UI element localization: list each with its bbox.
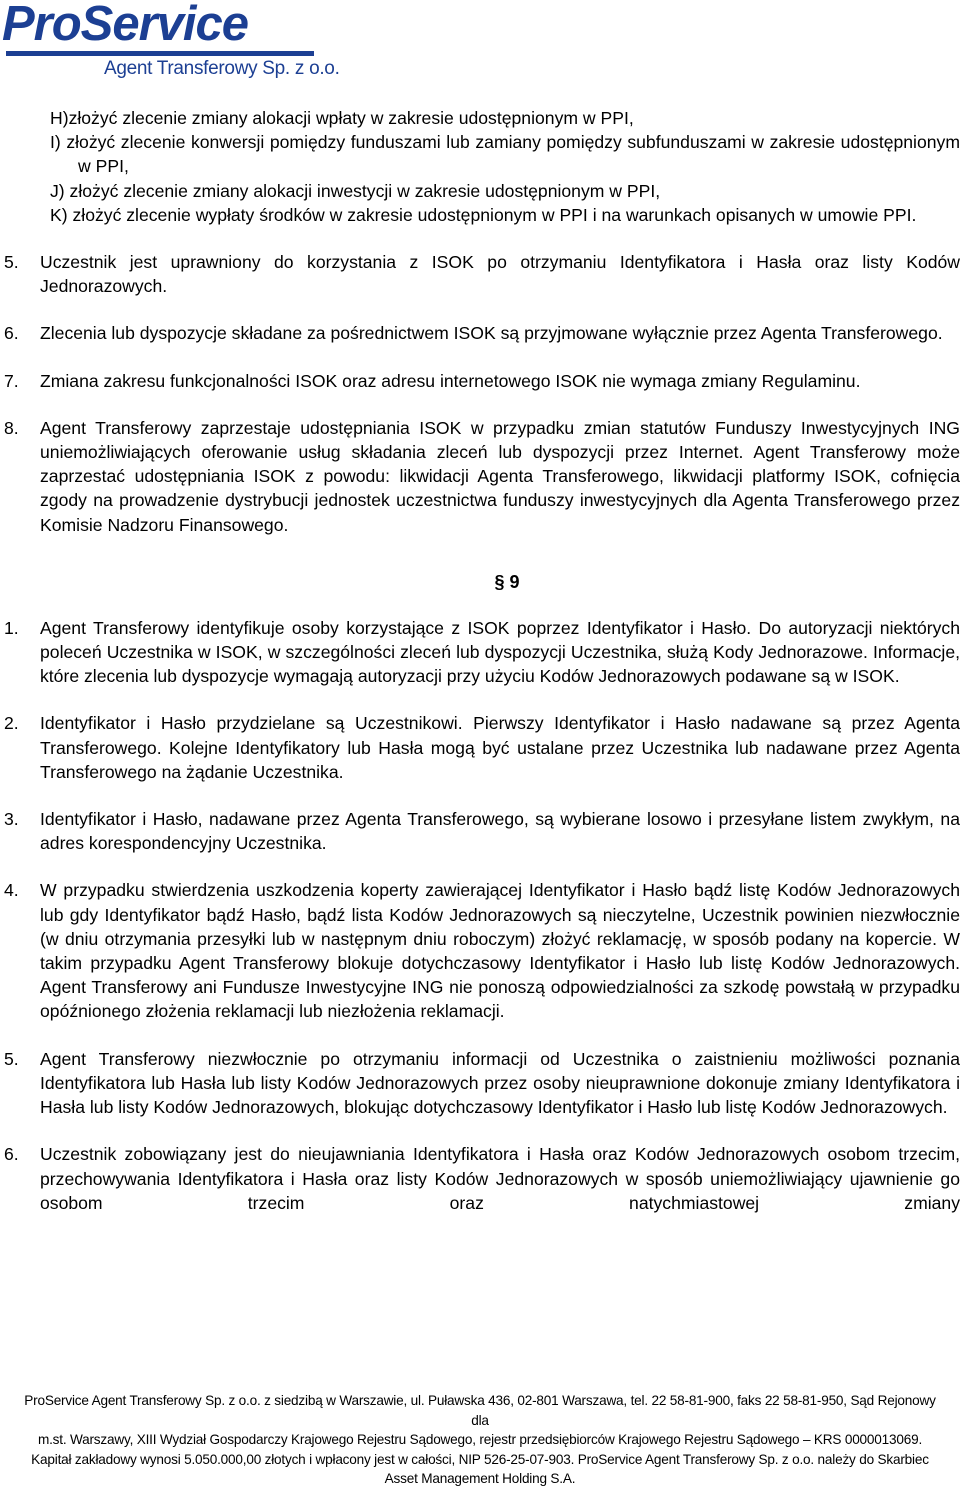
paragraph-number: 3. bbox=[4, 809, 19, 830]
section-number: 9 bbox=[509, 571, 520, 592]
paragraph-number: 1. bbox=[4, 617, 19, 638]
letter-item-h: H)złożyć zlecenie zmiany alokacji wpłaty w zakresie udostępnionym w PPI, bbox=[50, 108, 634, 128]
paragraph-8 bbox=[0, 416, 960, 537]
paragraph-text: Identyfikator i Hasło przydzielane są Uczestnikowi. Pierwszy Identyfikator i Hasło nadawane są przez Agenta Transferowego. Kolejne Identyfikatory lub Hasła mogą być ustalane przez Uczestnika lub nadawane przez Agenta Transferowego na żądanie Uczestnika. bbox=[40, 713, 960, 782]
logo-underline bbox=[6, 51, 314, 56]
paragraph-6 bbox=[0, 321, 960, 345]
logo-subtitle: Agent Transferowy Sp. z o.o. bbox=[104, 58, 340, 79]
footer-line: ProService Agent Transferowy Sp. z o.o. z siedzibą w Warszawie, ul. Puławska 436, 02-801 Warszawa, tel. 22 58-81-900, faks 22 58-81-950, Sąd Rejonowy bbox=[24, 1393, 936, 1408]
section-symbol: § bbox=[494, 571, 505, 592]
proservice-logo bbox=[2, 0, 340, 82]
paragraph-number: 8. bbox=[4, 417, 19, 438]
section9-paragraph-1 bbox=[0, 616, 960, 689]
section9-paragraph-5 bbox=[0, 1047, 960, 1120]
letter-item-j: J) złożyć zlecenie zmiany alokacji inwestycji w zakresie udostępnionym w PPI, bbox=[50, 180, 661, 201]
logo-brand-text: ProService bbox=[2, 0, 249, 51]
section-heading bbox=[54, 568, 960, 596]
footer-line: dla bbox=[471, 1412, 489, 1428]
paragraph-text: Identyfikator i Hasło, nadawane przez Agenta Transferowego, są wybierane losowo i przesyłane listem zwykłym, na adres korespondencyjny Uczestnika. bbox=[40, 809, 960, 854]
footer-line: Asset Management Holding S.A. bbox=[384, 1471, 576, 1487]
paragraph-text: Agent Transferowy identyfikuje osoby korzystające z ISOK poprzez Identyfikator i Hasło. Do autoryzacji niektórych poleceń Uczestnika w ISOK, w szczególności zleceń lub dyspozycji Uczestnika, służą Kody Jednorazowe. Informacje, które zlecenia lub dyspozycje wymagają autoryzacji przy użyciu Kodów Jednorazowych podawane są w ISOK. bbox=[40, 617, 960, 687]
paragraph-text: W przypadku stwierdzenia uszkodzenia koperty zawierającej Identyfikator i Hasło bądź listę Kodów Jednorazowych lub gdy Identyfikator bądź Hasło, bądź lista Kodów Jednorazowych są nieczytelne, Uczestnik powinien niezwłocznie (w dniu otrzymania przesyłki lub w następnym dniu roboczym) złożyć reklamację, w sposób podany na kopercie. W takim przypadku Agent Transferowy blokuje dotychczasowy Identyfikator i Hasło lub listę Kodów Jednorazowych. Agent Transferowy ani Fundusze Inwestycyjne ING nie ponoszą odpowiedzialności za szkodę powstałą w przypadku opóźnionego złożenia reklamacji lub niezłożenia reklamacji. bbox=[40, 880, 960, 1022]
paragraph-number: 4. bbox=[4, 880, 19, 901]
paragraph-number: 6. bbox=[4, 1144, 19, 1165]
paragraph-text: Agent Transferowy zaprzestaje udostępniania ISOK w przypadku zmian statutów Funduszy Inwestycyjnych ING uniemożliwiających oferowanie usług składania zleceń lub dyspozycji przez Internet. Agent Transferowy może zaprzestać udostępniania ISOK z powodu: likwidacji Agenta Transferowego, likwidacji platformy ISOK, cofnięcia zgody na prowadzenie dystrybucji jednostek uczestnictwa funduszy inwestycyjnych dla Agenta Transferowego przez Komisie Nadzoru Finansowego. bbox=[40, 417, 960, 535]
footer-line: Kapitał zakładowy wynosi 5.050.000,00 złotych i wpłacony jest w całości, NIP 526-25-07-903. ProService Agent Transferowy Sp. z o.o. należy do Skarbiec bbox=[31, 1451, 929, 1467]
paragraph-number: 5. bbox=[4, 252, 19, 273]
section9-paragraph-2 bbox=[0, 711, 960, 784]
footer-line: m.st. Warszawy, XIII Wydział Gospodarczy Krajowego Rejestru Sądowego, rejestr przedsiębiorców Krajowego Rejestru Sądowego – KRS 0000013069. bbox=[37, 1432, 923, 1448]
paragraph-text: Zmiana zakresu funkcjonalności ISOK oraz adresu internetowego ISOK nie wymaga zmiany Regulaminu. bbox=[40, 370, 861, 391]
section9-paragraph-3 bbox=[0, 807, 960, 855]
paragraph-number: 2. bbox=[4, 713, 19, 734]
letter-item-i: I) złożyć zlecenie konwersji pomiędzy funduszami lub zamiany pomiędzy subfunduszami w zakresie udostępnionym w PPI, bbox=[50, 132, 960, 177]
paragraph-number: 7. bbox=[4, 370, 19, 391]
paragraph-text: Uczestnik zobowiązany jest do nieujawniania Identyfikatora i Hasła oraz Kodów Jednorazowych osobom trzecim, przechowywania Identyfikatora i Hasła oraz listy Kodów Jednorazowych w sposób uniemożliwiający ujawnienie go osobom trzecim oraz natychmiastowej zmiany bbox=[40, 1144, 960, 1213]
document-body bbox=[0, 106, 960, 1215]
section9-paragraph-4 bbox=[0, 878, 960, 1023]
paragraph-text: Zlecenia lub dyspozycje składane za pośrednictwem ISOK są przyjmowane wyłącznie przez Agenta Transferowego. bbox=[40, 323, 943, 344]
letter-item-k: K) złożyć zlecenie wypłaty środków w zakresie udostępnionym w PPI i na warunkach opisanych w umowie PPI. bbox=[50, 204, 917, 225]
paragraph-number: 6. bbox=[4, 323, 19, 344]
paragraph-number: 5. bbox=[4, 1048, 19, 1069]
page-footer bbox=[0, 1391, 960, 1489]
paragraph-5 bbox=[0, 250, 960, 298]
paragraph-text: Agent Transferowy niezwłocznie po otrzymaniu informacji od Uczestnika o zaistnieniu możliwości poznania Identyfikatora lub Hasła lub listy Kodów Jednorazowych przez osoby nieuprawnione dokonuje zmiany Identyfikatora i Hasła lub listy Kodów Jednorazowych, blokując dotychczasowy Identyfikator i Hasło lub listę Kodów Jednorazowych. bbox=[40, 1048, 960, 1118]
paragraph-text: Uczestnik jest uprawniony do korzystania z ISOK po otrzymaniu Identyfikatora i Hasła oraz listy Kodów Jednorazowych. bbox=[40, 252, 960, 297]
section9-paragraph-6 bbox=[0, 1142, 960, 1215]
paragraph-7 bbox=[0, 369, 960, 393]
